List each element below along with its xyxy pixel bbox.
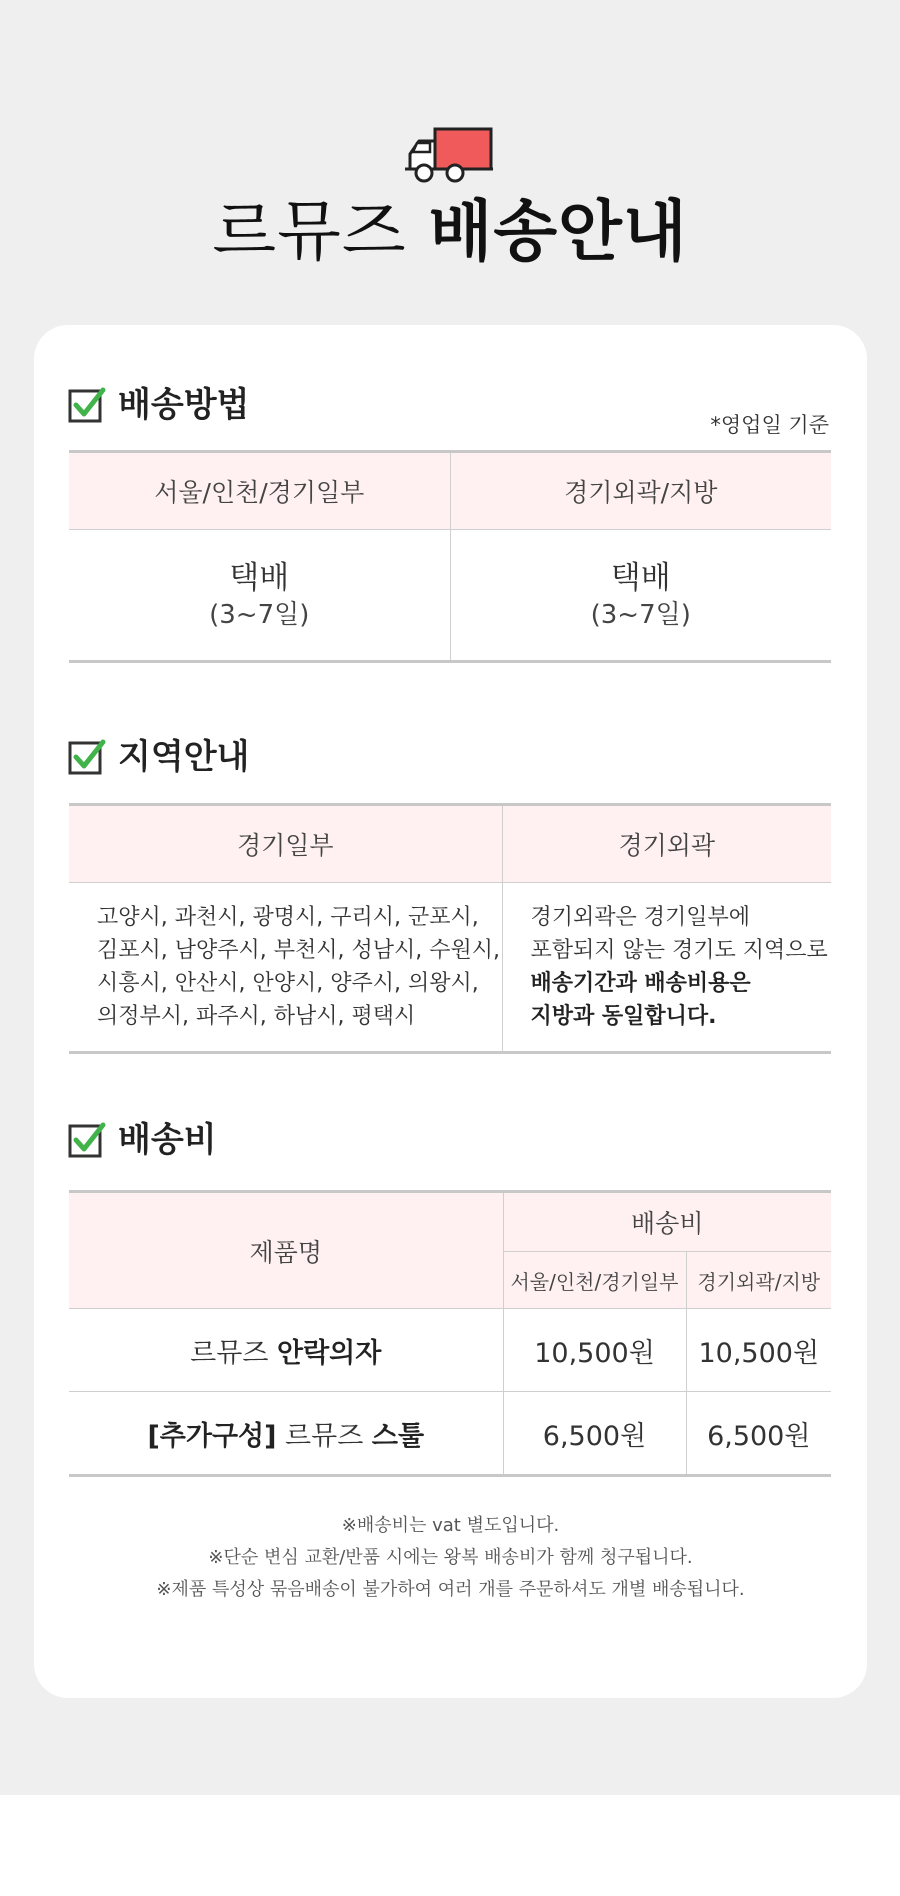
note-line: ※단순 변심 교환/반품 시에는 왕복 배송비가 함께 청구됩니다. — [208, 1547, 693, 1568]
note-line: ※배송비는 vat 별도입니다. — [341, 1515, 560, 1536]
business-day-note: *영업일 기준 — [710, 413, 829, 437]
region-note-line: 포함되지 않는 경기도 지역으로 — [530, 938, 828, 963]
note-line: ※제품 특성상 묶음배송이 불가하여 여러 개를 주문하셔도 개별 배송됩니다. — [156, 1579, 745, 1600]
region-table — [69, 803, 831, 1054]
checkbox-check-icon — [68, 386, 106, 424]
table-cell — [450, 530, 831, 662]
section-title: 배송비 — [118, 1120, 217, 1160]
shipping-notes — [34, 1510, 867, 1606]
product-prefix: [추가구성] — [147, 1420, 277, 1452]
section-title: 배송방법 — [118, 385, 250, 425]
delivery-days: (3~7일) — [209, 600, 310, 630]
product-header: 제품명 — [69, 1192, 503, 1309]
fee-sub-header: 경기외곽/지방 — [686, 1252, 831, 1309]
delivery-method: 택배 — [610, 560, 671, 596]
column-header: 경기외곽 — [502, 805, 831, 883]
info-card — [34, 325, 867, 1698]
region-note-line: 경기외곽은 경기일부에 — [530, 905, 751, 930]
region-note-cell — [502, 883, 831, 1053]
product-name: 안락의자 — [277, 1337, 382, 1369]
checkbox-check-icon — [68, 1121, 106, 1159]
title-main: 배송안내 — [428, 193, 688, 270]
checkbox-check-icon — [68, 738, 106, 776]
region-line: 의정부시, 파주시, 하남시, 평택시 — [97, 1004, 416, 1029]
column-header: 서울/인천/경기일부 — [69, 452, 450, 530]
delivery-method: 택배 — [229, 560, 290, 596]
table-cell — [69, 530, 450, 662]
price-cell: 10,500원 — [686, 1309, 831, 1392]
delivery-method-table — [69, 450, 831, 663]
product-brand: 르뮤즈 — [190, 1337, 269, 1369]
column-header: 경기외곽/지방 — [450, 452, 831, 530]
section-title: 지역안내 — [118, 737, 250, 777]
table-row — [69, 1392, 831, 1476]
fee-sub-header: 서울/인천/경기일부 — [503, 1252, 686, 1309]
price-cell: 6,500원 — [686, 1392, 831, 1476]
region-line: 김포시, 남양주시, 부천시, 성남시, 수원시, — [97, 938, 500, 963]
truck-icon — [405, 120, 495, 186]
delivery-days: (3~7일) — [590, 600, 691, 630]
table-row — [69, 1309, 831, 1392]
page-header — [0, 120, 900, 272]
product-name: 스툴 — [371, 1420, 425, 1452]
region-list-cell — [69, 883, 502, 1053]
region-note-line: 배송기간과 배송비용은 — [530, 971, 751, 996]
product-name-cell — [69, 1392, 503, 1476]
shipping-fee-table — [69, 1190, 831, 1477]
price-cell: 6,500원 — [503, 1392, 686, 1476]
column-header: 경기일부 — [69, 805, 502, 883]
brand-name: 르뮤즈 — [212, 193, 407, 270]
price-cell: 10,500원 — [503, 1309, 686, 1392]
page-title — [0, 192, 900, 272]
region-line: 시흥시, 안산시, 안양시, 양주시, 의왕시, — [97, 971, 479, 996]
fee-header: 배송비 — [503, 1192, 831, 1252]
region-note-line: 지방과 동일합니다. — [530, 1004, 717, 1029]
region-line: 고양시, 과천시, 광명시, 구리시, 군포시, — [97, 905, 479, 930]
product-name-cell — [69, 1309, 503, 1392]
page-bottom-strip — [0, 1795, 900, 1896]
product-brand: 르뮤즈 — [285, 1420, 364, 1452]
